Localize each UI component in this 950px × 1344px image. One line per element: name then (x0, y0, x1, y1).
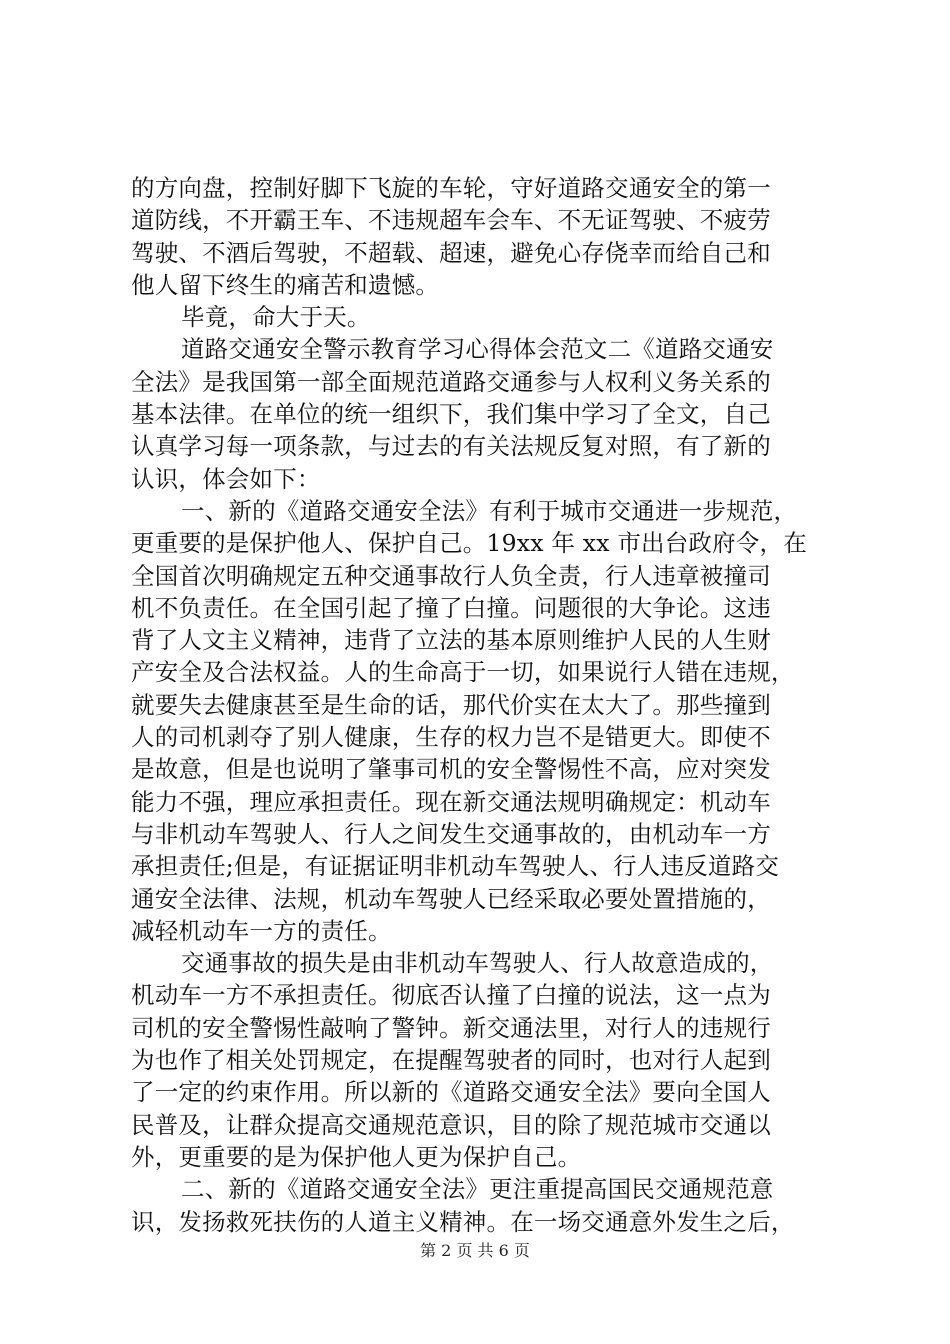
text-line: 全法》是我国第一部全面规范道路交通参与人权利义务关系的 (131, 367, 771, 396)
text-line: 机不负责任。在全国引起了撞了白撞。问题很的大争论。这违 (131, 593, 771, 622)
text-line: 背了人文主义精神，违背了立法的基本原则维护人民的人生财 (131, 626, 771, 655)
text-line: 更重要的是保护他人、保护自己。19xx 年 xx 市出台政府令，在 (131, 529, 807, 558)
page-footer (0, 1241, 950, 1261)
text-line: 是故意，但是也说明了肇事司机的安全警惕性不高，应对突发 (131, 755, 771, 784)
text-line: 通安全法律、法规，机动车驾驶人已经采取必要处置措施的， (131, 884, 771, 913)
text-line: 他人留下终生的痛苦和遗憾。 (131, 270, 440, 299)
text-line: 基本法律。在单位的统一组织下，我们集中学习了全文，自己 (131, 400, 771, 429)
text-line: 交通事故的损失是由非机动车驾驶人、行人故意造成的， (181, 949, 774, 978)
text-line: 为也作了相关处罚规定，在提醒驾驶者的同时，也对行人起到 (131, 1046, 771, 1075)
text-line: 了一定的约束作用。所以新的《道路交通安全法》要向全国人 (131, 1078, 771, 1107)
text-line: 承担责任;但是，有证据证明非机动车驾驶人、行人违反道路交 (131, 852, 780, 881)
text-line: 全国首次明确规定五种交通事故行人负全责，行人违章被撞司 (131, 561, 771, 590)
text-line: 的方向盘，控制好脚下飞旋的车轮，守好道路交通安全的第一 (131, 174, 771, 202)
document-body (131, 172, 831, 1238)
text-line: 外，更重要的是为保护他人更为保护自己。 (131, 1142, 582, 1171)
text-line: 与非机动车驾驶人、行人之间发生交通事故的，由机动车一方 (131, 819, 771, 848)
text-line: 驾驶、不酒后驾驶，不超载、超速，避免心存侥幸而给自己和 (131, 238, 771, 267)
text-line: 认真学习每一项条款，与过去的有关法规反复对照，有了新的 (131, 432, 771, 461)
text-line: 毕竟，命大于天。 (181, 303, 371, 332)
page-number-label: 第 2 页 共 6 页 (420, 1241, 530, 1260)
text-line: 司机的安全警惕性敲响了警钟。新交通法里，对行人的违规行 (131, 1013, 771, 1042)
text-line: 能力不强，理应承担责任。现在新交通法规明确规定：机动车 (131, 787, 771, 816)
text-line: 一、新的《道路交通安全法》有利于城市交通进一步规范， (181, 496, 798, 525)
text-line: 识，发扬救死扶伤的人道主义精神。在一场交通意外发生之后， (131, 1207, 795, 1236)
text-line: 人的司机剥夺了别人健康，生存的权力岂不是错更大。即使不 (131, 723, 771, 752)
text-line: 减轻机动车一方的责任。 (131, 916, 392, 945)
text-line: 道防线，不开霸王车、不违规超车会车、不无证驾驶、不疲劳 (131, 206, 771, 235)
text-line: 产安全及合法权益。人的生命高于一切，如果说行人错在违规， (131, 658, 795, 687)
text-line: 道路交通安全警示教育学习心得体会范文二《道路交通安 (181, 335, 774, 364)
text-line: 就要失去健康甚至是生命的话，那代价实在太大了。那些撞到 (131, 690, 771, 719)
text-line: 机动车一方不承担责任。彻底否认撞了白撞的说法，这一点为 (131, 981, 771, 1010)
text-line: 认识，体会如下： (131, 464, 321, 493)
text-line: 民普及，让群众提高交通规范意识，目的除了规范城市交通以 (131, 1110, 771, 1139)
text-line: 二、新的《道路交通安全法》更注重提高国民交通规范意 (181, 1175, 774, 1204)
